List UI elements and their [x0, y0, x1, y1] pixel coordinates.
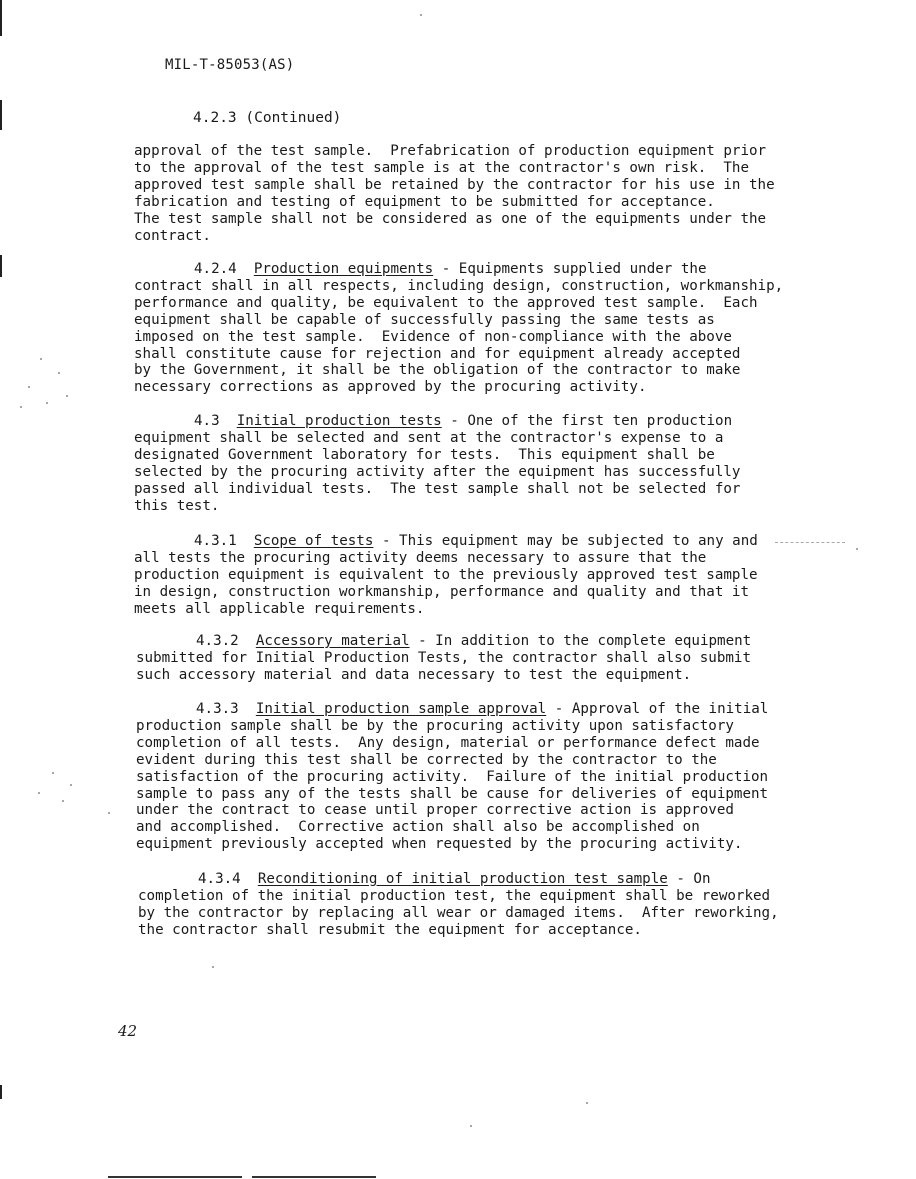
scan-bottom-rule [108, 1176, 242, 1178]
section-4-2-4 [134, 261, 794, 396]
scan-speck [586, 1102, 588, 1104]
section-title: Initial production sample approval [255, 701, 547, 717]
scan-edge-mark [0, 100, 2, 130]
scan-speck [856, 548, 858, 550]
scan-speck [62, 800, 64, 802]
section-number: 4.3.4 [198, 871, 241, 887]
scan-speck [66, 395, 68, 397]
section-number: 4.3 [194, 413, 220, 429]
scan-edge-mark [0, 255, 2, 277]
scan-speck [28, 386, 30, 388]
section-body: - Equipments supplied under the contract shall in all respects, including design, construction, workmanship, performance and quality, be equivalent to the approved test sample. Each equipment shall be capable of successfully passing the same tests as imposed on the test sample. Evidence of non-compliance with the above shall constitute cause for rejection and for equipment already accepted by the Government, it shall be the obligation of the contractor to make necessary corrections as approved by the procuring activity. [134, 261, 784, 396]
section-number: 4.3.1 [194, 533, 237, 549]
section-number: 4.2.4 [194, 261, 237, 277]
page-number: 42 [118, 1022, 138, 1040]
section-body: - In addition to the complete equipment submitted for Initial Production Tests, the contractor shall also submit such accessory material and data necessary to test the equipment. [136, 633, 752, 683]
section-title: Accessory material [255, 633, 410, 649]
section-title: Production equipments [253, 261, 434, 277]
scan-speck [20, 406, 22, 408]
scan-speck [58, 372, 60, 374]
section-4-3 [134, 413, 794, 514]
section-title: Initial production tests [236, 413, 442, 429]
continued-heading: 4.2.3 (Continued) [193, 110, 342, 126]
scan-artifact-line [775, 542, 845, 543]
scan-speck [46, 402, 48, 404]
scan-edge-mark [0, 0, 2, 36]
scan-speck [212, 966, 214, 968]
section-4-3-3 [136, 701, 796, 853]
section-number: 4.3.3 [196, 701, 239, 717]
scan-edge-mark [0, 1085, 2, 1099]
scan-speck [40, 358, 42, 360]
scan-speck [70, 784, 72, 786]
section-body: - On completion of the initial production test, the equipment shall be reworked by the contractor by replacing all wear or damaged items. After reworking, the contractor shall resubmit the equipment for acceptance. [138, 871, 779, 938]
section-title: Scope of tests [253, 533, 374, 549]
section-4-3-2 [136, 633, 796, 684]
section-4-3-1 [134, 533, 794, 618]
section-4-3-4 [138, 871, 798, 939]
section-number: 4.3.2 [196, 633, 239, 649]
section-body: - This equipment may be subjected to any and all tests the procuring activity deems necessary to assure that the production equipment is equivalent to the previously approved test sample in design, construction workmanship, performance and quality and that it meets all applicable requirements. [134, 533, 758, 617]
scan-speck [470, 1125, 472, 1127]
scan-speck [52, 772, 54, 774]
scan-speck [108, 812, 110, 814]
section-title: Reconditioning of initial production test sample [257, 871, 668, 887]
section-body: - One of the first ten production equipment shall be selected and sent at the contractor's expense to a designated Government laboratory for tests. This equipment shall be selected by the procuring activity after the equipment has successfully passed all individual tests. The test sample shall not be selected for this test. [134, 413, 741, 514]
document-id: MIL-T-85053(AS) [165, 57, 295, 73]
section-body: - Approval of the initial production sample shall be by the procuring activity upon satisfactory completion of all tests. Any design, material or performance defect made evident during this test shall be corrected by the contractor to the satisfaction of the procuring activity. Failure of the initial production sample to pass any of the tests shall be cause for deliveries of equipment under the contract to cease until proper corrective action is approved and accomplished. Corrective action shall also be accomplished on equipment previously accepted when requested by the procuring activity. [136, 701, 769, 853]
scan-bottom-rule [252, 1176, 376, 1178]
scan-speck [420, 14, 422, 16]
scan-speck [38, 792, 40, 794]
continued-paragraph: approval of the test sample. Prefabrication of production equipment prior to the approval of the test sample is at the contractor's own risk. The approved test sample shall be retained by the contractor for his use in the fabrication and testing of equipment to be submitted for acceptance. The test sample shall not be considered as one of the equipments under the contract. [134, 143, 775, 244]
